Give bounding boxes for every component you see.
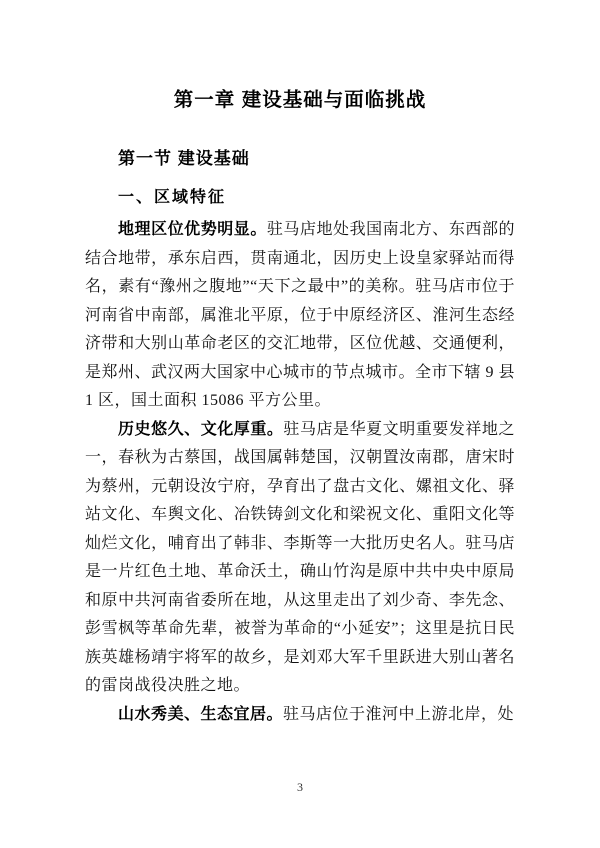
paragraph-body: 驻马店位于淮河中上游北岸，处: [283, 705, 515, 723]
paragraph-ecology: [85, 701, 515, 730]
body-text: [85, 216, 515, 729]
paragraph-lead: 山水秀美、生态宜居。: [118, 705, 284, 723]
subsection-title: 一、区域特征: [118, 189, 227, 206]
paragraph-lead: 地理区位优势明显。: [118, 221, 267, 238]
paragraph-body: 驻马店地处我国南北方、东西部的结合地带，承东启西，贯南通北，因历史上设皇家驿站而得名，素有“豫州之腹地”“天下之最中”的美称。驻马店市位于河南省中南部，属淮北平原，位于中原经济区、淮河生态经济带和大别山革命老区的交汇地带，区位优越、交通便利，是郑州、武汉两大国家中心城市的节点城市。全市下辖 9 县 1 区，国土面积 15086 平方公里。: [85, 221, 516, 409]
paragraph-history: [85, 416, 515, 701]
chapter-title: 第一章 建设基础与面临挑战: [173, 89, 427, 111]
section-title: 第一节 建设基础: [118, 149, 250, 168]
paragraph-body: 驻马店是华夏文明重要发祥地之一，春秋为古蔡国，战国属韩楚国，汉朝置汝南郡，唐宋时为蔡州，元朝设汝宁府，孕育出了盘古文化、嫘祖文化、驿站文化、车舆文化、冶铁铸剑文化和梁祝文化、重阳文化等灿烂文化，哺育出了韩非、李斯等一大批历史名人。驻马店是一片红色土地、革命沃土，确山竹沟是原中共中央中原局和原中共河南省委所在地，从这里走出了刘少奇、李先念、彭雪枫等革命先辈，被誉为革命的“小延安”；这里是抗日民族英雄杨靖宇将军的故乡，是刘邓大军千里跃进大别山著名的雷岗战役决胜之地。: [85, 420, 515, 694]
paragraph-lead: 历史悠久、文化厚重。: [118, 420, 284, 438]
paragraph-geography: [85, 216, 515, 416]
page-number: 3: [297, 780, 303, 794]
